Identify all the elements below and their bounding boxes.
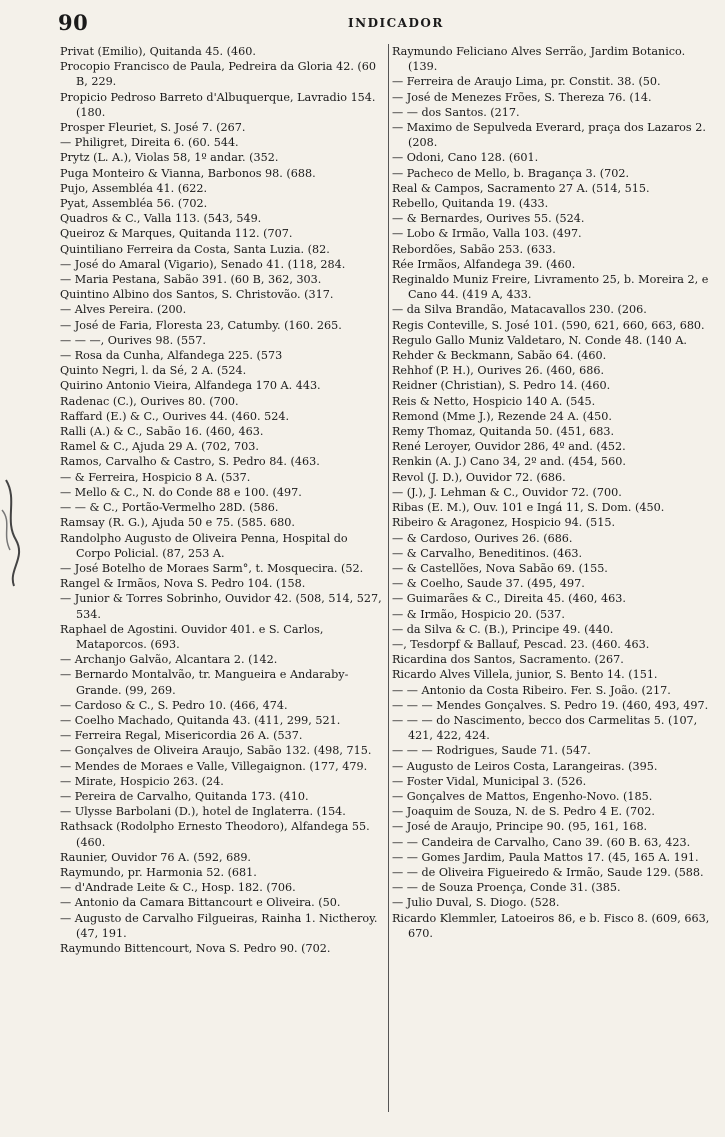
page-number: 90 <box>58 10 89 35</box>
directory-entry: Propicio Pedroso Barreto d'Albuquerque, Lavradio 154. (180. <box>60 90 376 119</box>
directory-entry: — Philigret, Direita 6. (60. 544. <box>60 136 239 150</box>
directory-entry: — Ulysse Barbolani (D.), hotel de Inglaterra. (154. <box>60 805 346 819</box>
directory-entry: — Augusto de Carvalho Filgueiras, Rainha 1. Nictheroy. (47, 191. <box>60 911 378 940</box>
directory-entry: — Foster Vidal, Municipal 3. (526. <box>392 774 587 788</box>
directory-entry: — — de Souza Proença, Conde 31. (385. <box>392 881 621 895</box>
directory-entry: — Lobo & Irmão, Valla 103. (497. <box>392 227 582 241</box>
directory-entry: Ramsay (R. G.), Ajuda 50 e 75. (585. 680. <box>60 516 295 530</box>
directory-entry: Regis Conteville, S. José 101. (590, 621, 660, 663, 680. <box>392 318 705 332</box>
directory-entry: Reis & Netto, Hospicio 140 A. (545. <box>392 394 596 408</box>
directory-entry: Quadros & C., Valla 113. (543, 549. <box>60 212 262 226</box>
directory-entry: — Guimarães & C., Direita 45. (460, 463. <box>392 592 626 606</box>
directory-entry: — — — Mendes Gonçalves. S. Pedro 19. (460, 493, 497. <box>392 698 709 712</box>
directory-entry: — José Botelho de Moraes Sarm°, t. Mosquecira. (52. <box>60 561 364 575</box>
directory-entry: Raymundo Feliciano Alves Serrão, Jardim Botanico. (139. <box>392 45 686 74</box>
directory-entry: — Rosa da Cunha, Alfandega 225. (573 <box>60 349 283 363</box>
directory-entry: Raphael de Agostini. Ouvidor 401. e S. Carlos, Mataporcos. (693. <box>60 622 324 651</box>
directory-entry: Ribeiro & Aragonez, Hospicio 94. (515. <box>392 516 616 530</box>
directory-entry: — — Candeira de Carvalho, Cano 39. (60 B. 63, 423. <box>392 835 691 849</box>
directory-entry: Rathsack (Rodolpho Ernesto Theodoro), Alfandega 55. (460. <box>60 820 370 849</box>
directory-entry: — — Antonio da Costa Ribeiro. Fer. S. João. (217. <box>392 683 671 697</box>
directory-entry: Ricardo Klemmler, Latoeiros 86, e b. Fisco 8. (609, 663, 670. <box>392 911 710 940</box>
directory-entry: — Mello & C., N. do Conde 88 e 100. (497. <box>60 485 302 499</box>
directory-entry: Remy Thomaz, Quitanda 50. (451, 683. <box>392 425 615 439</box>
directory-entry: Rangel & Irmãos, Nova S. Pedro 104. (158. <box>60 577 306 591</box>
directory-entry: — Coelho Machado, Quitanda 43. (411, 299, 521. <box>60 713 341 727</box>
directory-entry: — Ferreira de Araujo Lima, pr. Constit. 38. (50. <box>392 75 661 89</box>
running-title: INDICADOR <box>348 16 444 30</box>
directory-entry: Rée Irmãos, Alfandega 39. (460. <box>392 257 576 271</box>
binding-thread-mark <box>0 470 34 590</box>
directory-entry: — Joaquim de Souza, N. de S. Pedro 4 E. (702. <box>392 805 655 819</box>
directory-entry: — (J.), J. Lehman & C., Ouvidor 72. (700. <box>392 485 622 499</box>
directory-entry: — José de Araujo, Principe 90. (95, 161, 168. <box>392 820 648 834</box>
directory-entry: Revol (J. D.), Ouvidor 72. (686. <box>392 470 566 484</box>
directory-entry: Ramos, Carvalho & Castro, S. Pedro 84. (463. <box>60 455 320 469</box>
directory-entry: Rehhof (P. H.), Ourives 26. (460, 686. <box>392 364 605 378</box>
directory-entry: — d'Andrade Leite & C., Hosp. 182. (706. <box>60 881 296 895</box>
directory-entry: Raffard (E.) & C., Ourives 44. (460. 524. <box>60 409 290 423</box>
directory-entry: Pujo, Assembléa 41. (622. <box>60 181 208 195</box>
directory-entry: Regulo Gallo Muniz Valdetaro, N. Conde 48. (140 A. <box>392 333 687 347</box>
directory-entry: — José de Faria, Floresta 23, Catumby. (160. 265. <box>60 318 342 332</box>
directory-entry: — — dos Santos. (217. <box>392 105 520 119</box>
directory-entry: — Maximo de Sepulveda Everard, praça dos Lazaros 2. (208. <box>392 121 706 150</box>
directory-entry: Ramel & C., Ajuda 29 A. (702, 703. <box>60 440 259 454</box>
right-column <box>392 44 710 1119</box>
directory-entry: — José do Amaral (Vigario), Senado 41. (118, 284. <box>60 257 346 271</box>
directory-entry: René Leroyer, Ouvidor 286, 4º and. (452. <box>392 440 626 454</box>
directory-entry: — & Castellões, Nova Sabão 69. (155. <box>392 561 608 575</box>
directory-entry: — Augusto de Leiros Costa, Larangeiras. (395. <box>392 759 658 773</box>
directory-entry: Quirino Antonio Vieira, Alfandega 170 A. 443. <box>60 379 321 393</box>
directory-entry: — da Silva & C. (B.), Principe 49. (440. <box>392 622 614 636</box>
directory-entry: Raymundo Bittencourt, Nova S. Pedro 90. (702. <box>60 941 331 955</box>
directory-entry: Reginaldo Muniz Freire, Livramento 25, b. Moreira 2, e Cano 44. (419 A, 433. <box>392 273 709 302</box>
directory-entry: — Bernardo Montalvão, tr. Mangueira e Andaraby-Grande. (99, 269. <box>60 668 349 697</box>
column-divider <box>388 44 389 1112</box>
directory-entry: Pyat, Assembléa 56. (702. <box>60 197 208 211</box>
directory-entry: Reidner (Christian), S. Pedro 14. (460. <box>392 379 611 393</box>
directory-entry: Rebello, Quitanda 19. (433. <box>392 197 549 211</box>
directory-entry: Remond (Mme J.), Rezende 24 A. (450. <box>392 409 612 423</box>
directory-entry: — Alves Pereira. (200. <box>60 303 187 317</box>
directory-entry: — & Irmão, Hospicio 20. (537. <box>392 607 565 621</box>
directory-entry: — — — do Nascimento, becco dos Carmelitas 5. (107, 421, 422, 424. <box>392 713 698 743</box>
directory-entry: Puga Monteiro & Vianna, Barbonos 98. (688. <box>60 166 316 180</box>
directory-entry: Ralli (A.) & C., Sabão 16. (460, 463. <box>60 425 264 439</box>
directory-entry: — Mirate, Hospicio 263. (24. <box>60 774 224 788</box>
directory-entry: — — Gomes Jardim, Paula Mattos 17. (45, 165 A. 191. <box>392 850 699 864</box>
page-header <box>58 10 710 40</box>
directory-entry: Privat (Emilio), Quitanda 45. (460. <box>60 45 256 58</box>
directory-entry: — Julio Duval, S. Diogo. (528. <box>392 896 560 910</box>
directory-entry: Ricardo Alves Villela, junior, S. Bento 14. (151. <box>392 668 658 682</box>
directory-entry: — — de Oliveira Figueiredo & Irmão, Saude 129. (588. <box>392 865 704 879</box>
directory-entry: Renkin (A. J.) Cano 34, 2º and. (454, 560. <box>392 455 626 469</box>
directory-entry: Raymundo, pr. Harmonia 52. (681. <box>60 865 257 879</box>
left-column <box>60 44 385 1119</box>
directory-entry: Radenac (C.), Ourives 80. (700. <box>60 394 239 408</box>
directory-entry: —, Tesdorpf & Ballauf, Pescad. 23. (460. 463. <box>392 637 650 651</box>
directory-entry: — Cardoso & C., S. Pedro 10. (466, 474. <box>60 698 288 712</box>
directory-entry: Real & Campos, Sacramento 27 A. (514, 515. <box>392 181 650 195</box>
directory-entry: — Maria Pestana, Sabão 391. (60 B, 362, 303. <box>60 273 322 287</box>
directory-entry: — Pacheco de Mello, b. Bragança 3. (702. <box>392 166 630 180</box>
directory-entry: — & Carvalho, Beneditinos. (463. <box>392 546 583 560</box>
directory-entry: — & Bernardes, Ourives 55. (524. <box>392 212 585 226</box>
directory-entry: — da Silva Brandão, Matacavallos 230. (206. <box>392 303 647 317</box>
directory-entry: Rehder & Beckmann, Sabão 64. (460. <box>392 349 607 363</box>
directory-entry: — & Ferreira, Hospicio 8 A. (537. <box>60 470 251 484</box>
directory-entry: Ribas (E. M.), Ouv. 101 e Ingá 11, S. Dom. (450. <box>392 501 665 515</box>
directory-entry: — Junior & Torres Sobrinho, Ouvidor 42. (508, 514, 527, 534. <box>60 592 382 621</box>
directory-entry: — Ferreira Regal, Misericordia 26 A. (537. <box>60 729 303 743</box>
directory-entry: — Pereira de Carvalho, Quitanda 173. (410. <box>60 789 309 803</box>
directory-entry: — — — Rodrigues, Saude 71. (547. <box>392 744 591 758</box>
directory-entry: Prosper Fleuriet, S. José 7. (267. <box>60 121 246 135</box>
directory-entry: Quintino Albino dos Santos, S. Christovão. (317. <box>60 288 334 302</box>
directory-entry: — Gonçalves de Mattos, Engenho-Novo. (185. <box>392 789 653 803</box>
directory-entry: — & Coelho, Saude 37. (495, 497. <box>392 577 585 591</box>
directory-entry: — & Cardoso, Ourives 26. (686. <box>392 531 573 545</box>
directory-entry: Queiroz & Marques, Quitanda 112. (707. <box>60 227 293 241</box>
directory-entry: — José de Menezes Frões, S. Thereza 76. (14. <box>392 90 652 104</box>
directory-entry: Ricardina dos Santos, Sacramento. (267. <box>392 653 624 667</box>
directory-entry: — Antonio da Camara Bittancourt e Oliveira. (50. <box>60 896 341 910</box>
directory-entry: Quinto Negri, l. da Sé, 2 A. (524. <box>60 364 247 378</box>
directory-entry: — Archanjo Galvão, Alcantara 2. (142. <box>60 653 278 667</box>
directory-entry: — Mendes de Moraes e Valle, Villegaignon. (177, 479. <box>60 759 368 773</box>
directory-entry: — Odoni, Cano 128. (601. <box>392 151 539 165</box>
directory-entry: Rebordões, Sabão 253. (633. <box>392 242 556 256</box>
directory-entry: — — & C., Portão-Vermelho 28D. (586. <box>60 501 279 515</box>
directory-entry: Procopio Francisco de Paula, Pedreira da Gloria 42. (60 B, 229. <box>60 60 377 89</box>
directory-entry: Randolpho Augusto de Oliveira Penna, Hospital do Corpo Policial. (87, 253 A. <box>60 531 348 560</box>
directory-entry: Prytz (L. A.), Violas 58, 1º andar. (352. <box>60 151 279 165</box>
directory-entry: — — —, Ourives 98. (557. <box>60 333 206 347</box>
directory-entry: — Gonçalves de Oliveira Araujo, Sabão 132. (498, 715. <box>60 744 372 758</box>
directory-entry: Quintiliano Ferreira da Costa, Santa Luzia. (82. <box>60 242 330 256</box>
directory-entry: Raunier, Ouvidor 76 A. (592, 689. <box>60 850 251 864</box>
